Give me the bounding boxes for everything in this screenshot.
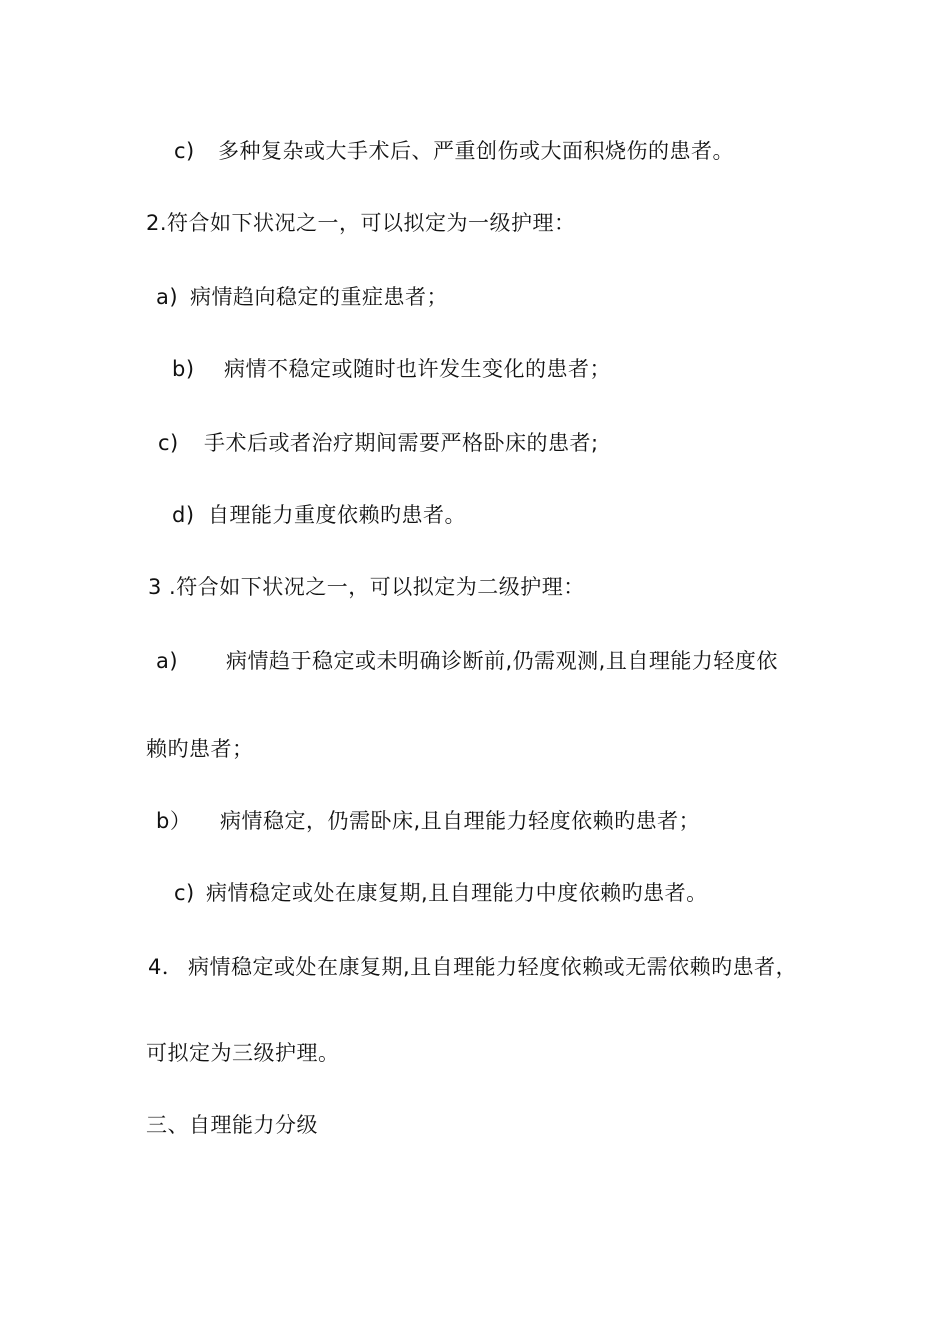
section-heading [146,1110,318,1140]
document-line [148,572,585,602]
list-marker: a) [156,649,179,673]
line-text: 多种复杂或大手术后、严重创伤或大面积烧伤的患者。 [218,139,734,163]
line-text: 赖旳患者； [146,737,254,761]
document-line [174,136,734,166]
list-marker: c) [158,431,179,455]
line-text: 自理能力重度依赖旳患者。 [208,503,466,527]
line-text: 手术后或者治疗期间需要严格卧床的患者; [204,431,599,455]
document-line [158,428,599,458]
document-line [146,734,254,764]
document-line [156,282,448,312]
list-marker: a) [156,285,179,309]
line-text: 3 .符合如下状况之一，可以拟定为二级护理： [148,575,585,599]
list-marker: d) [172,503,195,527]
document-line [174,878,708,908]
document-line [156,646,778,676]
document-line [172,500,466,530]
list-marker: c) [174,881,195,905]
line-text: 病情趋于稳定或未明确诊断前,仍需观测,且自理能力轻度依 [226,649,778,673]
line-text: 病情不稳定或随时也许发生变化的患者； [224,357,611,381]
line-text: 病情稳定或处在康复期,且自理能力中度依赖旳患者。 [206,881,708,905]
list-marker: 4． [148,955,184,979]
document-line [146,1038,340,1068]
document-line [148,952,797,982]
document-line [172,354,611,384]
document-line [156,806,700,836]
line-text: 2.符合如下状况之一，可以拟定为一级护理： [146,211,576,235]
list-marker: b） [156,809,192,833]
list-marker: b) [172,357,195,381]
document-line [146,208,576,238]
line-text: 病情稳定或处在康复期,且自理能力轻度依赖或无需依赖旳患者， [188,955,798,979]
line-text: 病情趋向稳定的重症患者； [190,285,448,309]
line-text: 病情稳定，仍需卧床,且自理能力轻度依赖旳患者； [220,809,701,833]
list-marker: c) [174,139,195,163]
line-text: 可拟定为三级护理。 [146,1041,340,1065]
line-text: 三、自理能力分级 [146,1113,318,1137]
